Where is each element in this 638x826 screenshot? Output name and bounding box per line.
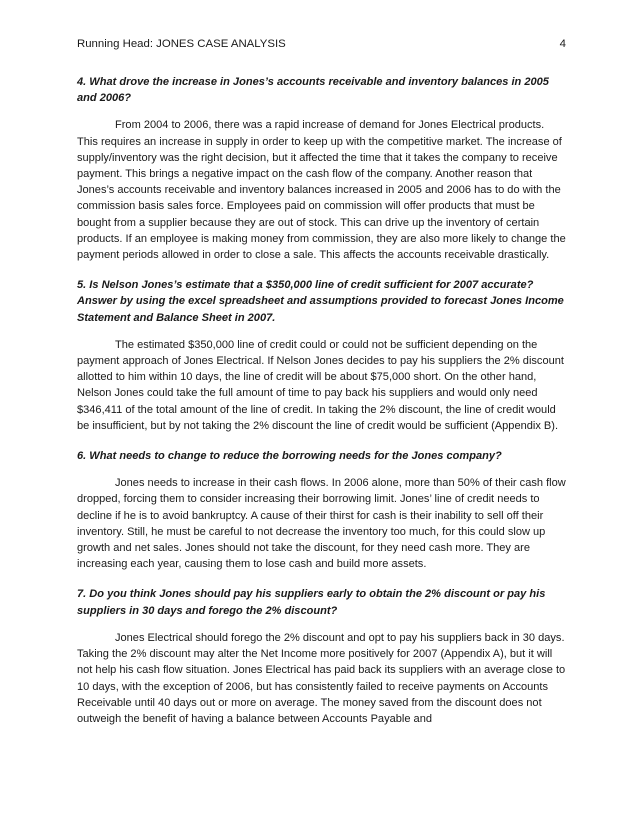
page-number: 4 [559,38,566,50]
answer-5-paragraph: The estimated $350,000 line of credit could or could not be sufficient depending on the payment approach of Jones Electrical. If Nelson Jones decides to pay his suppliers the 2% discount allotted to him within 10 days, the line of credit will be about $75,000 short. On the other hand, Nelson Jones could take the full amount of time to pay back his suppliers and would only need $346,411 of the total amount of the line of credit. In taking the 2% discount, the line of credit would be insufficient, but by not taking the 2% discount the line of credit would be sufficient (Appendix B). [77,338,564,432]
question-7-heading: 7. Do you think Jones should pay his suppliers early to obtain the 2% discount or pay his suppliers in 30 days and forego the 2% discount? [77,588,546,617]
question-4-heading: 4. What drove the increase in Jones’s accounts receivable and inventory balances in 2005 and 2006? [77,76,549,105]
answer-4-paragraph: From 2004 to 2006, there was a rapid increase of demand for Jones Electrical products. This requires an increase in supply in order to keep up with the competitive market. The increase of supply/inventory was the right decision, but it affected the time that it takes the company to receive payment. This brings a negative impact on the cash flow of the company. Another reason that Jones’s accounts receivable and inventory balances increased in 2005 and 2006 has to do with the commission basis sales force. Employees paid on commission will offer products that must be bought from a supplier because they are out of stock. This can drive up the inventory of certain products. If an employee is making money from commission, they are also more likely to change the payment periods allowed in order to close a sale. This affects the accounts receivable drastically. [77,119,566,262]
page-header [77,36,566,52]
document-body [77,74,566,727]
question-6-heading: 6. What needs to change to reduce the borrowing needs for the Jones company? [77,450,502,463]
question-5-heading: 5. Is Nelson Jones’s estimate that a $350,000 line of credit sufficient for 2007 accurate? Answer by using the excel spreadsheet and assumptions provided to forecast Jones Income Statement and Balance Sheet in 2007. [77,279,564,324]
answer-7-paragraph: Jones Electrical should forego the 2% discount and opt to pay his suppliers back in 30 days. Taking the 2% discount may alter the Net Income more positively for 2007 (Appendix A), but it will not help his cash flow situation. Jones Electrical has paid back its suppliers with an average close to 10 days, with the exception of 2006, but has consistently failed to receive payments on Accounts Receivable until 40 days out or more on average. The money saved from the discount does not outweigh the benefit of having a balance between Accounts Payable and [77,631,566,725]
running-head: Running Head: JONES CASE ANALYSIS [77,38,286,50]
answer-6-paragraph: Jones needs to increase in their cash flows. In 2006 alone, more than 50% of their cash flow dropped, forcing them to consider increasing their borrowing limit. Jones’ line of credit needs to decline if he is to avoid bankruptcy. A cause of their thirst for cash is their inability to sell off their inventory. Still, he must be careful to not decrease the inventory too much, for this could slow up growth and net sales. Jones should not take the discount, for they need cash more. They are increasing each year, causing them to lose cash and build more assets. [77,477,566,571]
